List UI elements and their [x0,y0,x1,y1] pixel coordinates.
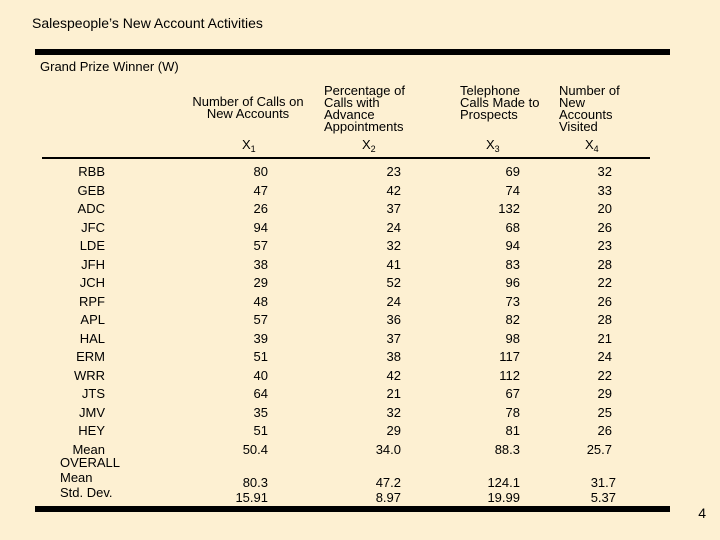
cell-x4: 33 [597,182,612,198]
cell-x1: 64 [253,386,268,401]
column-x3-values [480,163,520,459]
header-x4-text: Number of New Accounts Visited [559,83,620,134]
cell-x1: 94 [253,219,268,235]
header-x1-text: Number of Calls on New Accounts [192,94,304,121]
row-label: ERM [76,349,105,364]
cell-x1: 39 [253,330,268,346]
cell-x3: 82 [505,312,520,327]
cell-x3: 112 [499,367,520,383]
row-label: Mean [72,441,105,457]
cell-x3: 117 [499,349,520,364]
cell-x2: 41 [386,256,401,272]
cell-x2: 24 [386,293,401,309]
header-x1 [186,96,310,120]
cell-x1: 57 [253,238,268,253]
cell-x3: 88.3 [494,441,520,457]
overall-sd-label: Std. Dev. [60,485,113,500]
overall-x2: 47.2 8.97 [375,475,401,505]
row-label: JFH [81,256,105,272]
cell-x1: 35 [253,404,268,420]
row-labels [60,163,105,459]
row-label: JTS [81,386,105,401]
header-rule [42,157,650,159]
cell-x3: 132 [498,201,520,216]
row-label: RPF [79,293,105,309]
cell-x4: 28 [597,256,612,272]
cell-x3: 83 [505,256,520,272]
row-label: RBB [78,164,105,179]
cell-x3: 78 [505,404,520,420]
cell-x4: 25 [597,404,612,420]
cell-x3: 69 [505,164,520,179]
cell-x4: 22 [597,275,612,290]
cell-x4: 25.7 [586,441,612,457]
cell-x1: 40 [253,367,268,383]
column-x2-values [361,163,401,459]
cell-x2: 37 [386,330,401,346]
bottom-rule [35,506,670,512]
cell-x3: 98 [505,330,520,346]
cell-x1: 57 [253,312,268,327]
page-number: 4 [698,505,706,521]
overall-mean-label: Mean [60,470,93,485]
cell-x4: 28 [597,312,612,327]
cell-x3: 94 [505,238,520,253]
row-label: JFC [81,219,105,235]
cell-x4: 22 [597,367,612,383]
column-x1-values [228,163,268,459]
cell-x2: 34.0 [375,441,401,457]
cell-x2: 21 [386,386,401,401]
header-x2-var: $X_2$ [362,137,376,154]
cell-x4: 26 [597,219,612,235]
cell-x4: 29 [597,386,612,401]
header-x2 [324,85,424,133]
cell-x1: 51 [253,423,268,438]
header-x2-text: Percentage of Calls with Advance Appointments [324,83,405,134]
subtitle: Grand Prize Winner (W) [40,59,179,74]
header-x3-text: Telephone Calls Made to Prospects [460,83,540,122]
cell-x2: 36 [386,312,401,327]
cell-x2: 24 [386,219,401,235]
cell-x1: 80 [253,164,268,179]
cell-x2: 23 [386,164,401,179]
page-title: Salespeople’s New Account Activities [32,15,263,31]
cell-x1: 51 [253,349,268,364]
cell-x4: 20 [597,201,612,216]
overall-x4: 31.7 5.37 [590,475,616,505]
row-label: HAL [79,330,105,346]
row-label: JCH [79,275,105,290]
cell-x1: 47 [253,182,268,198]
cell-x2: 38 [386,349,401,364]
cell-x4: 21 [597,330,612,346]
row-label: APL [80,312,105,327]
cell-x1: 48 [253,293,268,309]
overall-x1: 80.3 15.91 [235,475,268,505]
cell-x2: 32 [386,404,401,420]
top-rule [35,49,670,55]
cell-x3: 74 [505,182,520,198]
row-label: JMV [79,404,105,420]
overall-label: OVERALL [60,455,120,470]
cell-x2: 32 [386,238,401,253]
cell-x4: 32 [597,164,612,179]
cell-x3: 81 [505,423,520,438]
cell-x2: 37 [386,201,401,216]
row-label: HEY [78,423,105,438]
cell-x2: 52 [386,275,401,290]
cell-x4: 26 [597,423,612,438]
row-label: GEB [77,182,105,198]
overall-x3: 124.1 19.99 [487,475,520,505]
cell-x3: 96 [505,275,520,290]
row-label: ADC [77,201,105,216]
cell-x1: 38 [253,256,268,272]
cell-x1: 26 [253,201,268,216]
column-x4-values [572,163,612,459]
row-label: WRR [73,367,105,383]
cell-x3: 68 [505,219,520,235]
cell-x4: 23 [597,238,612,253]
overall-labels [60,455,132,500]
cell-x2: 42 [386,182,401,198]
cell-x3: 73 [505,293,520,309]
cell-x2: 42 [386,367,401,383]
cell-x1: 29 [253,275,268,290]
cell-x3: 67 [505,386,520,401]
header-x4 [559,85,639,133]
header-x3 [460,85,550,121]
header-x3-var: $X_3$ [486,137,500,154]
row-label: LDE [79,238,105,253]
header-x4-var: $X_4$ [585,137,599,154]
cell-x4: 24 [597,349,612,364]
cell-x2: 29 [386,423,401,438]
cell-x4: 26 [597,293,612,309]
cell-x1: 50.4 [242,441,268,457]
header-x1-var: $X_1$ [242,137,256,154]
